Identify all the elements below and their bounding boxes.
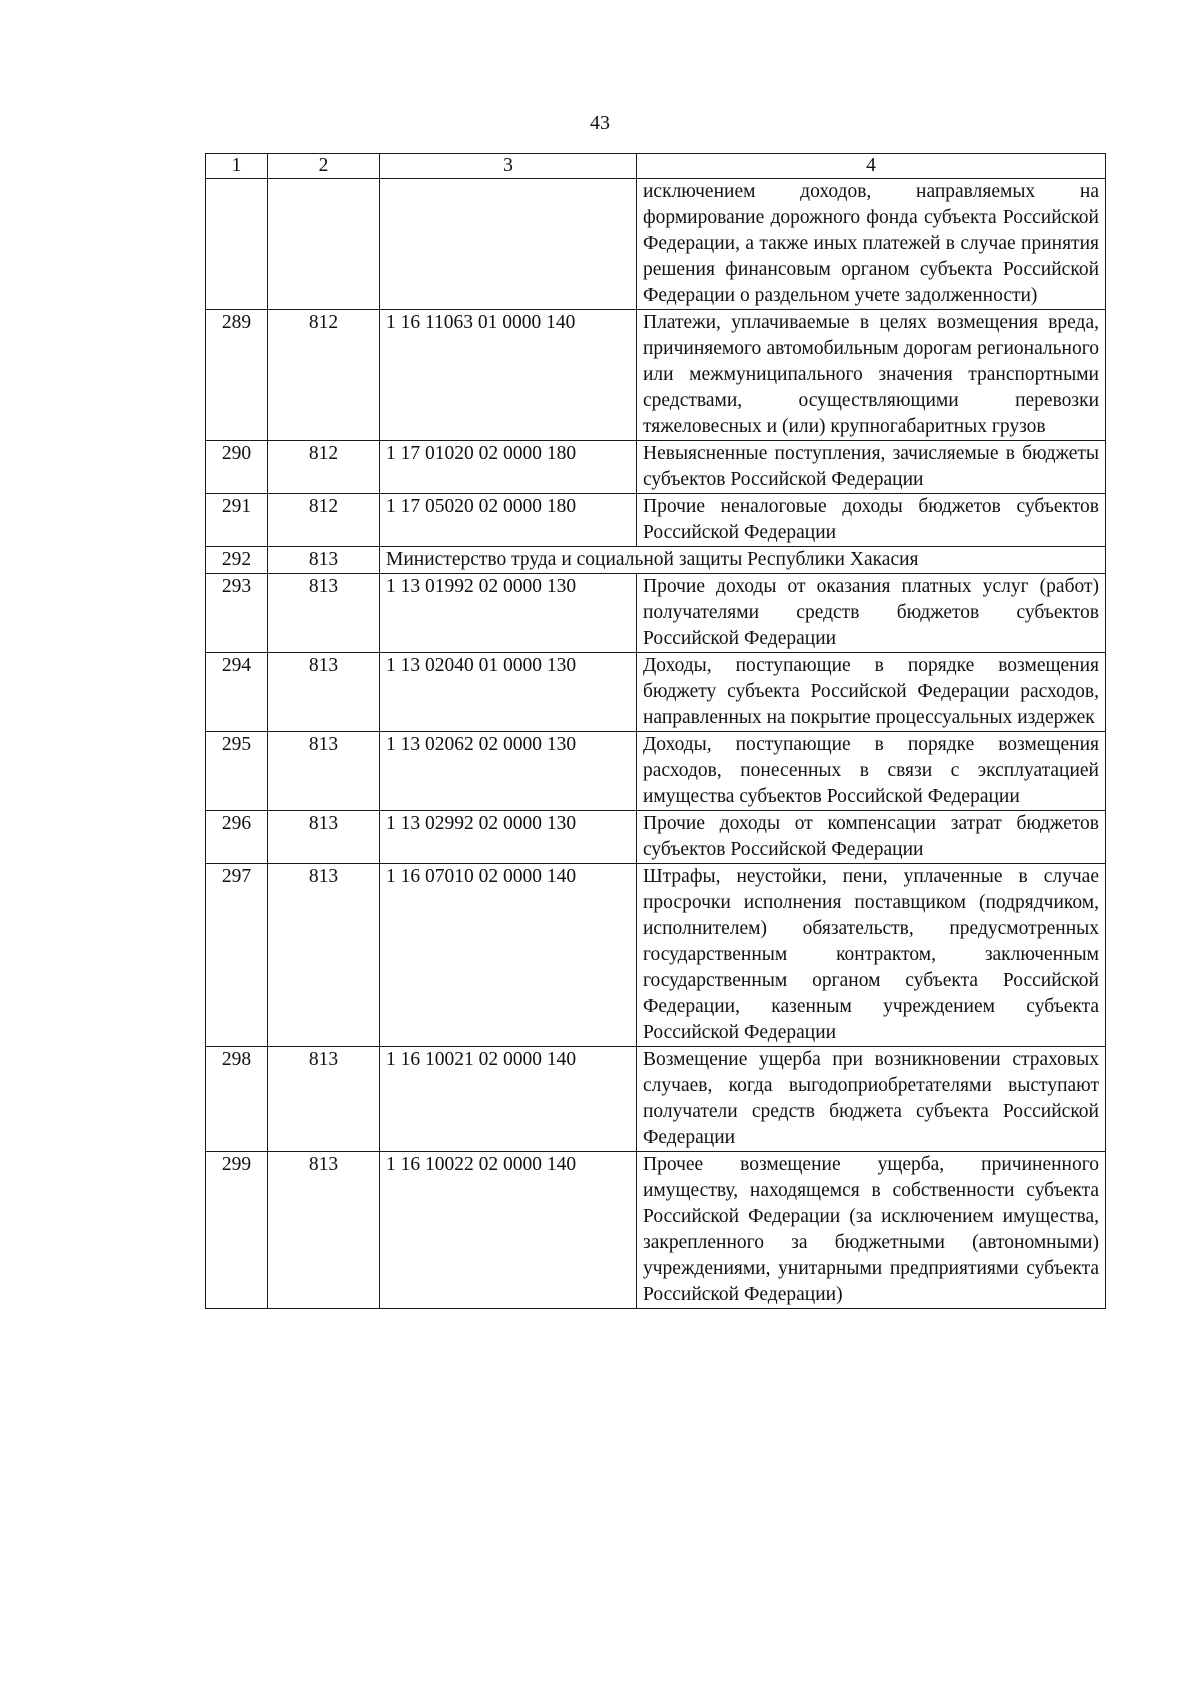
admin-code-cell: 812 xyxy=(268,441,380,494)
revenue-code-cell: 1 13 02992 02 0000 130 xyxy=(380,811,637,864)
revenue-code-cell: 1 16 11063 01 0000 140 xyxy=(380,310,637,441)
revenue-name-cell: Доходы, поступающие в порядке возмещения расходов, понесенных в связи с эксплуатацией имущества субъектов Российской Федерации xyxy=(637,732,1106,811)
column-number: 2 xyxy=(268,154,380,179)
row-number-cell: 290 xyxy=(206,441,268,494)
table-row xyxy=(206,653,1106,732)
row-number-cell: 291 xyxy=(206,494,268,547)
admin-code-cell: 813 xyxy=(268,653,380,732)
table-row xyxy=(206,732,1106,811)
revenue-code-cell: 1 16 07010 02 0000 140 xyxy=(380,864,637,1047)
revenue-code-cell xyxy=(380,179,637,310)
revenue-name-cell: Штрафы, неустойки, пени, уплаченные в случае просрочки исполнения поставщиком (подрядчиком, исполнителем) обязательств, предусмотренных государственным контрактом, заключенным государственным органом субъекта Российской Федерации, казенным учреждением субъекта Российской Федерации xyxy=(637,864,1106,1047)
revenue-name-cell: Возмещение ущерба при возникновении страховых случаев, когда выгодоприобретателями выступают получатели средств бюджета субъекта Российской Федерации xyxy=(637,1047,1106,1152)
revenue-code-cell: 1 17 01020 02 0000 180 xyxy=(380,441,637,494)
admin-code-cell xyxy=(268,179,380,310)
admin-code-cell: 812 xyxy=(268,310,380,441)
row-number-cell: 292 xyxy=(206,547,268,574)
revenue-name-cell: исключением доходов, направляемых на формирование дорожного фонда субъекта Российской Федерации, а также иных платежей в случае принятия решения финансовым органом субъекта Российской Федерации о раздельном учете задолженности) xyxy=(637,179,1106,310)
revenue-name-cell: Доходы, поступающие в порядке возмещения бюджету субъекта Российской Федерации расходов, направленных на покрытие процессуальных издержек xyxy=(637,653,1106,732)
revenue-code-cell: 1 13 01992 02 0000 130 xyxy=(380,574,637,653)
row-number-cell: 298 xyxy=(206,1047,268,1152)
admin-code-cell: 813 xyxy=(268,547,380,574)
revenue-name-cell: Прочее возмещение ущерба, причиненного имуществу, находящемся в собственности субъекта Российской Федерации (за исключением имущества, закрепленного за бюджетными (автономными) учреждениями, унитарными предприятиями субъекта Российской Федерации) xyxy=(637,1152,1106,1309)
row-number-cell: 293 xyxy=(206,574,268,653)
admin-code-cell: 813 xyxy=(268,1047,380,1152)
table-row xyxy=(206,574,1106,653)
row-number-cell: 294 xyxy=(206,653,268,732)
revenue-code-cell: 1 16 10021 02 0000 140 xyxy=(380,1047,637,1152)
table-row xyxy=(206,494,1106,547)
table-row xyxy=(206,811,1106,864)
column-number: 1 xyxy=(206,154,268,179)
admin-code-cell: 813 xyxy=(268,864,380,1047)
admin-code-cell: 813 xyxy=(268,811,380,864)
column-number: 3 xyxy=(380,154,637,179)
admin-code-cell: 813 xyxy=(268,732,380,811)
revenue-code-cell: 1 13 02040 01 0000 130 xyxy=(380,653,637,732)
column-number: 4 xyxy=(637,154,1106,179)
ministry-heading-row xyxy=(206,547,1106,574)
revenue-name-cell: Прочие доходы от оказания платных услуг (работ) получателями средств бюджетов субъектов Российской Федерации xyxy=(637,574,1106,653)
row-number-cell: 295 xyxy=(206,732,268,811)
revenue-name-cell: Прочие доходы от компенсации затрат бюджетов субъектов Российской Федерации xyxy=(637,811,1106,864)
revenue-code-table xyxy=(205,153,1106,1309)
continuation-row xyxy=(206,179,1106,310)
row-number-cell: 299 xyxy=(206,1152,268,1309)
row-number-cell: 289 xyxy=(206,310,268,441)
column-number-row xyxy=(206,154,1106,179)
row-number-cell xyxy=(206,179,268,310)
revenue-code-cell: 1 13 02062 02 0000 130 xyxy=(380,732,637,811)
admin-code-cell: 812 xyxy=(268,494,380,547)
revenue-name-cell: Прочие неналоговые доходы бюджетов субъектов Российской Федерации xyxy=(637,494,1106,547)
ministry-name-cell: Министерство труда и социальной защиты Республики Хакасия xyxy=(380,547,1106,574)
revenue-code-cell: 1 17 05020 02 0000 180 xyxy=(380,494,637,547)
table-row xyxy=(206,864,1106,1047)
table-row xyxy=(206,310,1106,441)
revenue-code-cell: 1 16 10022 02 0000 140 xyxy=(380,1152,637,1309)
row-number-cell: 297 xyxy=(206,864,268,1047)
admin-code-cell: 813 xyxy=(268,1152,380,1309)
table-row xyxy=(206,1047,1106,1152)
page-number: 43 xyxy=(590,112,610,134)
row-number-cell: 296 xyxy=(206,811,268,864)
table-row xyxy=(206,441,1106,494)
revenue-name-cell: Невыясненные поступления, зачисляемые в бюджеты субъектов Российской Федерации xyxy=(637,441,1106,494)
revenue-name-cell: Платежи, уплачиваемые в целях возмещения вреда, причиняемого автомобильным дорогам регионального или межмуниципального значения транспортными средствами, осуществляющими перевозки тяжеловесных и (или) крупногабаритных грузов xyxy=(637,310,1106,441)
table-row xyxy=(206,1152,1106,1309)
admin-code-cell: 813 xyxy=(268,574,380,653)
